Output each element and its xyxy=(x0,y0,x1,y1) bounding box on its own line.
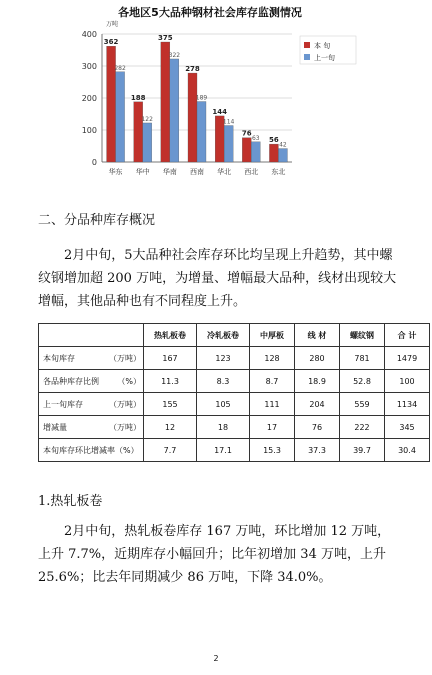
table-row xyxy=(39,439,430,462)
row-unit: （%） xyxy=(117,377,141,386)
bar-current xyxy=(107,46,116,162)
data-label-current: 375 xyxy=(158,34,173,42)
row-label: 本旬库存环比增减率（%） xyxy=(43,446,139,455)
table-cell: 204 xyxy=(295,393,340,416)
x-tick-label: 华中 xyxy=(135,168,150,176)
inventory-chart xyxy=(60,0,360,190)
legend-label: 上一旬 xyxy=(314,54,335,62)
bar-previous xyxy=(278,149,287,162)
bar-previous xyxy=(116,72,125,162)
table-row xyxy=(39,347,430,370)
data-label-previous: 122 xyxy=(141,115,153,123)
table-header-cell: 中厚板 xyxy=(250,324,295,347)
table-cell: 100 xyxy=(385,370,430,393)
bar-previous xyxy=(197,102,206,162)
legend-swatch xyxy=(304,54,310,60)
bar-previous xyxy=(224,126,233,162)
table-cell: 559 xyxy=(340,393,385,416)
row-label: 上一旬库存 xyxy=(43,400,83,409)
table-cell: 17.1 xyxy=(197,439,250,462)
data-label-previous: 282 xyxy=(114,64,126,72)
table-cell: 17 xyxy=(250,416,295,439)
table-cell: 76 xyxy=(295,416,340,439)
table-cell: 123 xyxy=(197,347,250,370)
y-tick-label: 300 xyxy=(81,62,97,71)
x-tick-label: 华南 xyxy=(162,168,177,176)
bar-current xyxy=(134,102,143,162)
table-cell: 8.3 xyxy=(197,370,250,393)
table-cell: 345 xyxy=(385,416,430,439)
bar-previous xyxy=(170,59,179,162)
inventory-table xyxy=(38,323,430,462)
bar-current xyxy=(269,144,278,162)
table-cell: 12 xyxy=(144,416,197,439)
bar-current xyxy=(188,73,197,162)
row-label-cell xyxy=(39,370,144,393)
table-header-cell: 冷轧板卷 xyxy=(197,324,250,347)
chart-svg xyxy=(60,0,360,190)
table-cell: 280 xyxy=(295,347,340,370)
data-label-current: 278 xyxy=(185,65,200,74)
data-label-previous: 189 xyxy=(195,94,208,102)
table-cell: 18 xyxy=(197,416,250,439)
row-label-cell xyxy=(39,393,144,416)
table-header-cell: 螺纹钢 xyxy=(340,324,385,347)
x-tick-label: 西北 xyxy=(244,168,259,176)
x-tick-label: 华北 xyxy=(217,168,232,176)
table-cell: 7.7 xyxy=(144,439,197,462)
table-cell: 155 xyxy=(144,393,197,416)
bar-previous xyxy=(143,123,152,162)
table-cell: 30.4 xyxy=(385,439,430,462)
bar-current xyxy=(242,138,251,162)
subsection-title: 1.热轧板卷 xyxy=(38,494,103,509)
table-header-row xyxy=(39,324,430,347)
table-row xyxy=(39,370,430,393)
data-label-previous: 114 xyxy=(222,118,235,126)
data-label-current: 56 xyxy=(269,136,279,145)
y-axis-label: 万吨 xyxy=(106,21,119,28)
table-cell: 11.3 xyxy=(144,370,197,393)
table-cell: 222 xyxy=(340,416,385,439)
table-cell: 15.3 xyxy=(250,439,295,462)
y-tick-label: 200 xyxy=(81,94,97,103)
table-cell: 128 xyxy=(250,347,295,370)
table-cell: 781 xyxy=(340,347,385,370)
row-unit: （万吨） xyxy=(109,354,141,363)
row-label-cell xyxy=(39,347,144,370)
table-cell: 1479 xyxy=(385,347,430,370)
row-label: 本旬库存 xyxy=(43,354,75,363)
y-tick-label: 100 xyxy=(81,126,97,135)
row-label: 增减量 xyxy=(43,423,67,432)
table-cell: 18.9 xyxy=(295,370,340,393)
table-cell: 1134 xyxy=(385,393,430,416)
table-header-cell xyxy=(39,324,144,347)
row-label-cell xyxy=(39,416,144,439)
row-unit: （万吨） xyxy=(109,400,141,409)
page-number: 2 xyxy=(213,654,219,663)
bar-current xyxy=(161,42,170,162)
table-header-cell: 热轧板卷 xyxy=(144,324,197,347)
legend-swatch xyxy=(304,42,310,48)
row-label-cell xyxy=(39,439,144,462)
data-label-current: 362 xyxy=(103,38,119,47)
row-label: 各品种库存比例 xyxy=(43,377,99,386)
table-cell: 52.8 xyxy=(340,370,385,393)
y-tick-label: 400 xyxy=(81,30,97,39)
table-header-cell: 线 材 xyxy=(295,324,340,347)
x-tick-label: 华东 xyxy=(108,168,123,176)
bar-previous xyxy=(251,142,260,162)
data-label-current: 188 xyxy=(130,93,146,102)
table-header-cell: 合 计 xyxy=(385,324,430,347)
table-cell: 105 xyxy=(197,393,250,416)
table-cell: 8.7 xyxy=(250,370,295,393)
table-cell: 167 xyxy=(144,347,197,370)
table-cell: 39.7 xyxy=(340,439,385,462)
row-unit: （万吨） xyxy=(109,423,141,432)
legend-label: 本 旬 xyxy=(314,42,331,50)
data-label-current: 144 xyxy=(212,107,227,116)
table-cell: 111 xyxy=(250,393,295,416)
chart-title: 各地区5大品种钢材社会库存监测情况 xyxy=(118,6,302,19)
paragraph-hot-rolled: 2月中旬，热轧板卷库存 167 万吨，环比增加 12 万吨，上升 7.7%，近期库存小幅回升；比年初增加 34 万吨，上升 25.6%；比去年同期减少 86 万吨，下降 34.0%。 xyxy=(38,524,391,585)
table-row xyxy=(39,393,430,416)
section-title: 二、分品种库存概况 xyxy=(38,213,156,228)
data-label-current: 76 xyxy=(241,129,252,138)
y-tick-label: 0 xyxy=(91,158,97,167)
x-tick-label: 西南 xyxy=(190,168,204,176)
data-label-previous: 63 xyxy=(251,134,260,142)
data-label-previous: 322 xyxy=(168,51,181,59)
table-cell: 37.3 xyxy=(295,439,340,462)
data-label-previous: 42 xyxy=(279,141,287,149)
x-tick-label: 东北 xyxy=(271,168,286,176)
table-row xyxy=(39,416,430,439)
paragraph-summary: 2月中旬，5大品种社会库存环比均呈现上升趋势，其中螺纹钢增加超 200 万吨，为增量、增幅最大品种，线材出现较大增幅，其他品种也有不同程度上升。 xyxy=(38,248,397,309)
